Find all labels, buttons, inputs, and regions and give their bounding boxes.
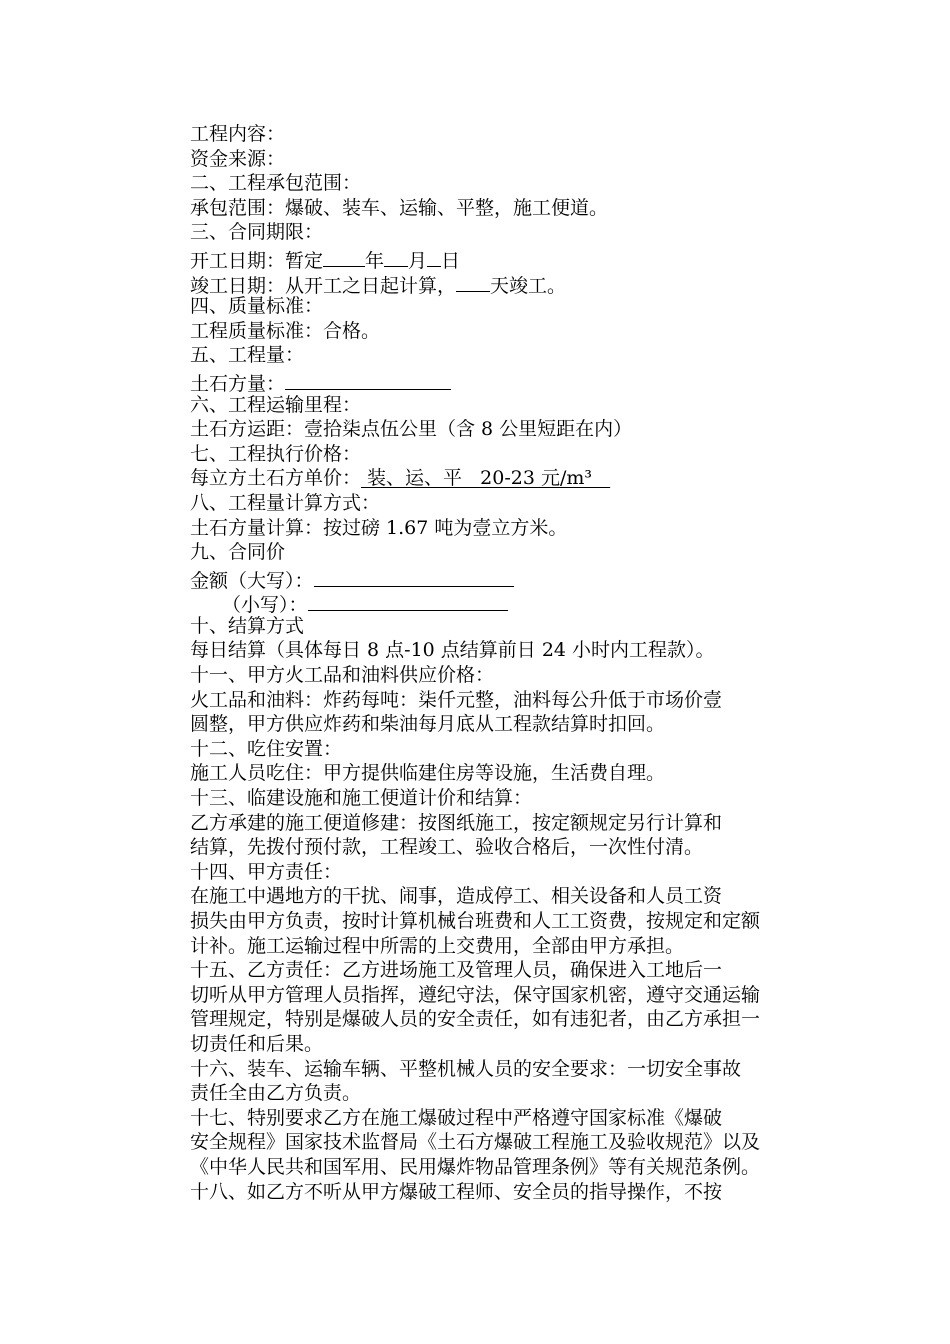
section-14-body-2: 损失由甲方负责，按时计算机械台班费和人工工资费，按规定和定额	[190, 910, 761, 932]
section-2-body: 承包范围：爆破、装车、运输、平整，施工便道。	[190, 196, 609, 219]
start-day-blank	[427, 245, 441, 267]
section-11-heading: 十一、甲方火工品和油料供应价格：	[190, 664, 495, 687]
section-3-heading: 三、合同期限：	[190, 221, 324, 244]
section-15-line-4: 切责任和后果。	[190, 1032, 324, 1055]
earthwork-volume-label: 土石方量：	[190, 372, 286, 395]
section-16-line-1: 十六、装车、运输车辆、平整机械人员的安全要求：一切安全事故	[190, 1057, 742, 1080]
section-6-heading: 六、工程运输里程：	[190, 393, 362, 416]
section-15-line-1: 十五、乙方责任：乙方进场施工及管理人员，确保进入工地后一	[190, 959, 723, 982]
section-7-heading: 七、工程执行价格：	[190, 442, 362, 465]
section-4-heading: 四、质量标准：	[190, 295, 324, 318]
section-17-line-3: 《中华人民共和国军用、民用爆炸物品管理条例》等有关规范条例。	[190, 1155, 761, 1178]
section-13-body-1: 乙方承建的施工便道修建：按图纸施工，按定额规定另行计算和	[190, 811, 723, 834]
section-15-line-2: 切听从甲方管理人员指挥，遵纪守法，保守国家机密，遵守交通运输	[190, 983, 761, 1006]
section-13-heading: 十三、临建设施和施工便道计价和结算：	[190, 787, 533, 810]
section-10-heading: 十、结算方式	[190, 614, 305, 637]
project-content-line: 工程内容：	[190, 123, 286, 145]
section-6-body: 土石方运距：壹拾柒点伍公里（含 8 公里短距在内）	[190, 418, 633, 441]
section-5-body	[190, 368, 804, 393]
amount-upper-line	[190, 565, 804, 590]
end-days-blank	[456, 270, 490, 292]
section-17-line-1: 十七、特别要求乙方在施工爆破过程中严格遵守国家标准《爆破	[190, 1106, 723, 1129]
section-4-body: 工程质量标准：合格。	[190, 319, 381, 342]
start-month-label: 月	[408, 249, 428, 272]
start-year-label: 年	[365, 249, 385, 272]
section-17-line-2: 安全规程》国家技术监督局《土石方爆破工程施工及验收规范》以及	[190, 1131, 761, 1154]
section-8-heading: 八、工程量计算方式：	[190, 491, 381, 514]
section-12-heading: 十二、吃住安置：	[190, 737, 343, 760]
section-13-body-2: 结算，先拨付预付款，工程竣工、验收合格后，一次性付清。	[190, 836, 704, 859]
section-9-heading: 九、合同价	[190, 541, 286, 564]
section-14-body-1: 在施工中遇地方的干扰、闹事，造成停工、相关设备和人员工资	[190, 885, 723, 908]
section-5-heading: 五、工程量：	[190, 344, 305, 367]
start-year-blank	[323, 245, 365, 267]
unit-price-label: 每立方土石方单价：	[190, 467, 362, 490]
end-date-line	[190, 270, 804, 295]
amount-lower-line	[190, 589, 804, 617]
section-11-body-2: 圆整，甲方供应炸药和柴油每月底从工程款结算时扣回。	[190, 713, 666, 736]
end-date-prefix: 竣工日期：从开工之日起计算，	[190, 274, 457, 297]
amount-upper-blank	[314, 565, 514, 587]
amount-lower-label: （小写）：	[222, 594, 308, 617]
section-15-line-3: 管理规定，特别是爆破人员的安全责任，如有违犯者，由乙方承担一	[190, 1008, 761, 1031]
section-10-body: 每日结算（具体每日 8 点-10 点结算前日 24 小时内工程款）。	[190, 639, 715, 662]
section-11-body-1: 火工品和油料：炸药每吨：柒仟元整，油料每公升低于市场价壹	[190, 688, 723, 711]
amount-lower-blank	[308, 589, 508, 611]
section-2-heading: 二、工程承包范围：	[190, 172, 362, 195]
amount-upper-label: 金额（大写）：	[190, 569, 314, 592]
section-8-body: 土石方量计算：按过磅 1.67 吨为壹立方米。	[190, 516, 568, 539]
section-14-heading: 十四、甲方责任：	[190, 860, 343, 883]
start-date-prefix: 开工日期：暂定	[190, 249, 324, 272]
section-16-line-2: 责任全由乙方负责。	[190, 1082, 362, 1105]
earthwork-volume-blank	[285, 368, 451, 390]
end-date-suffix: 天竣工。	[490, 274, 567, 297]
start-date-line	[190, 245, 804, 270]
section-7-body	[190, 466, 804, 491]
section-14-body-3: 计补。施工运输过程中所需的上交费用，全部由甲方承担。	[190, 934, 685, 957]
section-12-body: 施工人员吃住：甲方提供临建住房等设施，生活费自理。	[190, 762, 666, 785]
start-day-label: 日	[441, 249, 461, 272]
unit-price-value: 装、运、平 20-23 元/m³	[361, 467, 611, 490]
contract-document	[190, 122, 804, 1204]
funding-source-line: 资金来源：	[190, 147, 286, 170]
start-month-blank	[384, 245, 408, 267]
section-18-line-1: 十八、如乙方不听从甲方爆破工程师、安全员的指导操作，不按	[190, 1180, 723, 1203]
